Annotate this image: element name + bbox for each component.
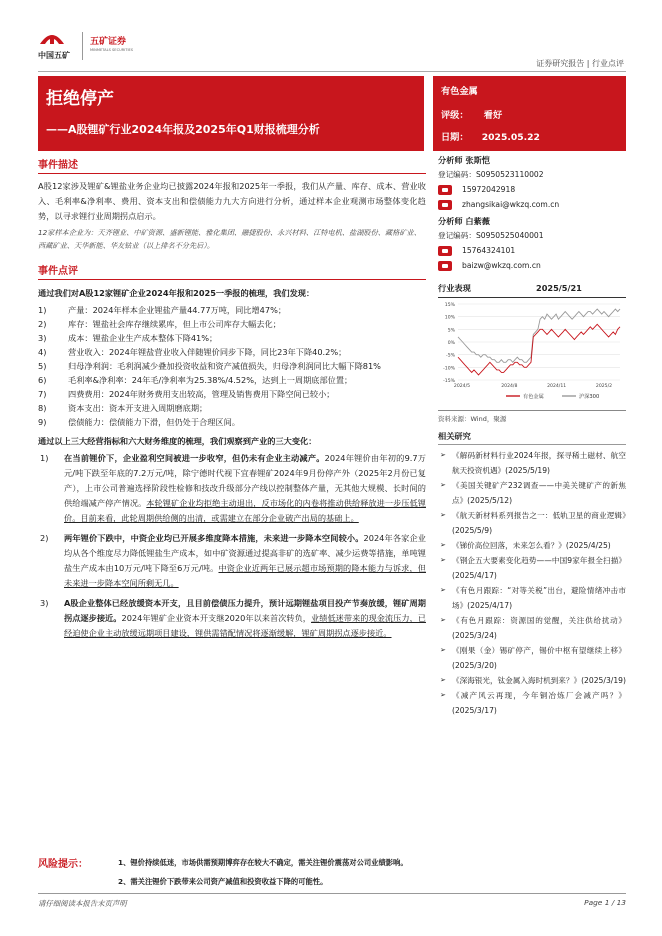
related-research-heading: 相关研究 — [438, 431, 626, 445]
rating-label: 评级： — [441, 110, 469, 121]
sample-companies-note: 12家样本企业为：天齐锂业、中矿资源、盛新锂能、雅化集团、融捷股份、永兴材料、江特电机、盐湖股份、藏格矿业、西藏矿业、天华新能、华友钴业（以上排名不分先后）。 — [38, 228, 421, 250]
phone-icon — [438, 185, 452, 195]
finding-item: 1) 产量：2024年样本企业锂盐产量44.77万吨，同比增47%； — [38, 305, 287, 315]
related-research-item[interactable]: ➢ 《刚果（金）锡矿停产，锡价中枢有望继续上移》(2025/3/20) — [438, 643, 626, 673]
company-logo — [38, 28, 150, 64]
disclaimer-note: 请仔细阅读本报告末页声明 — [38, 899, 127, 908]
analyst-name: 分析师 白紫薇 — [438, 216, 490, 226]
arrow-icon: ➢ — [440, 691, 446, 699]
page-header — [0, 0, 662, 74]
change-item: 1) 在当前锂价下，企业盈利空间被进一步收窄，但仍未有企业主动减产。2024年锂价由年初的9.7万元/吨下跌至年底的7.2万元/吨，除宁德时代视下宜春锂矿2024年9月份停产外（2025年2月份已复产），上市公司普遍选择阶段性检修和技改升级部分产线以控制整体产量，无其他大规模、长时间的供给端减产停产情况。本轮锂矿企业均拒绝主动退出，反市场化的内卷将推动供给释放进一步压低锂价。目前来看，此轮周期供给侧的出清，或需建立在部分企业破产出局的基础上。 — [40, 453, 426, 523]
risk-item: 1、锂价持续低迷，市场供需预期博弈存在较大不确定，需关注锂价震荡对公司业绩影响。 — [118, 858, 408, 867]
arrow-icon: ➢ — [440, 511, 446, 519]
report-title: 拒绝停产 — [46, 89, 114, 109]
event-description: A股12家涉及锂矿&锂盐业务企业均已披露2024年报和2025年一季报，我们从产量、库存、成本、营业收入、毛利率&净利率、费用、资本支出和偿债能力九大方向进行分析，通过样本企业观测市场整体变化趋势，以寻求锂行业周期拐点启示。 — [38, 181, 426, 221]
review-section-heading: 事件点评 — [38, 262, 426, 280]
chart-x-tick-label: 2025/2 — [595, 384, 613, 389]
related-research-item[interactable]: ➢ 《钢企五大要素变化趋势——中国9家年报全扫描》(2025/4/17) — [438, 553, 626, 583]
risk-heading: 风险提示： — [38, 859, 88, 870]
main-content — [38, 156, 426, 641]
phone-icon — [438, 246, 452, 256]
analyst-email-row[interactable]: baizw@wkzq.com.cn — [438, 258, 626, 273]
related-research-item[interactable]: ➢ 《减产风云再现，今年铜冶炼厂会减产吗？》(2025/3/17) — [438, 688, 626, 718]
chart-y-tick-label: 5% — [447, 328, 455, 334]
analyst-card — [438, 215, 626, 273]
finding-item: 2) 库存：锂盐社会库存继续累库，但上市公司库存大幅去化； — [38, 319, 281, 329]
arrow-icon: ➢ — [440, 676, 446, 684]
logo-group-name: 中国五矿 — [38, 51, 70, 60]
arrow-icon: ➢ — [440, 646, 446, 654]
analyst-phone-row: 15764324101 — [438, 243, 626, 258]
date-line — [441, 129, 540, 143]
analyst-phone-row: 15972042918 — [438, 182, 626, 197]
finding-list — [38, 304, 426, 429]
analyst-name: 分析师 张斯恺 — [438, 155, 490, 165]
footer-divider — [38, 893, 626, 894]
header-divider — [38, 71, 626, 72]
chart-legend-label: 有色金属 — [523, 394, 544, 400]
email-icon — [438, 261, 452, 271]
finding-item: 4) 营业收入：2024年锂盐营业收入伴随锂价同步下降，同比23年下降40.2%； — [38, 347, 347, 357]
arrow-icon: ➢ — [440, 586, 446, 594]
review-lead: 通过我们对A股12家锂矿企业2024年报和2025一季报的梳理，我们发现： — [38, 288, 315, 298]
analyst-cert: 登记编码：S0950523110002 — [438, 170, 544, 179]
arrow-icon: ➢ — [440, 541, 446, 549]
minmetals-logo-icon — [38, 28, 66, 46]
data-source-note: 资料来源：Wind，聚源 — [438, 410, 626, 423]
related-research-item[interactable]: ➢ 《解码新材料行业2024年报，探寻稀土磁材、航空航天投资机遇》(2025/5/19) — [438, 448, 626, 478]
arrow-icon: ➢ — [440, 451, 446, 459]
related-research-item[interactable]: ➢ 《有色月跟踪：资源国的觉醒，关注供给扰动》(2025/3/24) — [438, 613, 626, 643]
chart-y-tick-label: 0% — [447, 341, 455, 346]
chart-y-tick-label: -5% — [446, 353, 455, 359]
changes-lead: 通过以上三大经营指标和六大财务维度的梳理，我们观察到产业的三大变化： — [38, 436, 317, 446]
chart-series-line — [458, 309, 620, 362]
performance-heading — [438, 283, 626, 298]
performance-block — [438, 283, 626, 423]
finding-item: 8) 资本支出：资本开支进入周期磨底期； — [38, 403, 208, 413]
logo-english-name: MINMETALS SECURITIES — [90, 48, 134, 52]
report-type: 证券研究报告 | 行业点评 — [536, 59, 624, 68]
chart-x-tick-label: 2024/11 — [547, 384, 567, 389]
logo-divider — [82, 32, 83, 60]
date-label: 日期： — [441, 132, 469, 143]
chart-y-tick-label: -10% — [443, 366, 455, 372]
date-value: 2025.05.22 — [481, 132, 540, 143]
report-subtitle: ——A股锂矿行业2024年报及2025年Q1财报梳理分析 — [46, 123, 320, 136]
rating-value: 看好 — [483, 110, 503, 121]
performance-date: 2025/5/21 — [536, 283, 582, 293]
rating-line — [441, 107, 502, 121]
arrow-icon: ➢ — [440, 616, 446, 624]
change-item: 3) A股企业整体已经放缓资本开支，且目前偿债压力提升，预计远期锂盐项目投产节奏放缓，锂矿周期拐点逐步接近。2024年锂矿企业资本开支继2020年以来首次转负，业绩低迷带来的现金流压力，已经迫使企业主动放缓远期项目建设，锂供需错配情况将逐渐缓解，锂矿周期拐点逐步接近。 — [40, 598, 426, 638]
finding-item: 3) 成本：锂盐企业生产成本整体下降41%； — [38, 333, 218, 343]
related-research-item[interactable]: ➢ 《航天新材料系列报告之一：低轨卫星的商业逻辑》(2025/5/9) — [438, 508, 626, 538]
title-banner — [38, 76, 424, 151]
finding-item: 9) 偿债能力：偿债能力下滑，但仍处于合理区间。 — [38, 417, 240, 427]
sidebar — [438, 154, 626, 718]
analyst-cert: 登记编码：S0950525040001 — [438, 231, 544, 240]
change-item: 2) 两年锂价下跌中，中资企业均已开展多维度降本措施，未来进一步降本空间较小。2024年各家企业均从各个维度尽力降低锂盐生产成本，如中矿资源通过提高非矿的选矿率、减少运费等措施，单吨锂盐生产成本由10万元/吨下降至6万元/吨。中资企业近两年已展示超市场预期的降本能力与诉求，但未来进一步降本空间所剩无几。 — [40, 533, 426, 588]
related-research-item[interactable]: ➢ 《深海银光，钛金属入海时机到来？》(2025/3/19) — [438, 673, 626, 688]
performance-chart-svg — [438, 298, 626, 406]
chart-legend-label: 沪深300 — [579, 394, 600, 400]
page-number: Page 1 / 13 — [584, 898, 626, 907]
chart-y-tick-label: -15% — [443, 379, 455, 384]
related-research-item[interactable]: ➢ 《有色月跟踪：“对等关税”出台，避险情绪冲击市场》(2025/4/17) — [438, 583, 626, 613]
performance-chart — [438, 298, 626, 406]
analyst-card — [438, 154, 626, 212]
sector-name: 有色金属 — [441, 86, 478, 97]
chart-x-tick-label: 2024/8 — [501, 384, 518, 389]
finding-item: 6) 毛利率&净利率：24年毛/净利率为25.38%/4.52%，达到上一周期底部位置； — [38, 375, 353, 385]
related-research-list — [438, 448, 626, 718]
related-research-item[interactable]: ➢ 《美国关键矿产232调查——中美关键矿产的新焦点》(2025/5/12) — [438, 478, 626, 508]
chart-x-tick-label: 2024/5 — [453, 384, 471, 389]
arrow-icon: ➢ — [440, 481, 446, 489]
related-research-item[interactable]: ➢ 《锑价高位回落，未来怎么看？》(2025/4/25) — [438, 538, 626, 553]
info-panel — [433, 76, 626, 151]
arrow-icon: ➢ — [440, 556, 446, 564]
chart-y-tick-label: 15% — [444, 303, 455, 308]
logo-securities-name: 五矿证券 — [90, 37, 127, 47]
performance-title: 行业表现 — [438, 283, 471, 293]
finding-item: 5) 归母净利润：毛利润减少叠加投资收益和资产减值损失，归母净利润同比大幅下降81% — [38, 361, 381, 371]
email-icon — [438, 200, 452, 210]
risk-item: 2、需关注锂价下跌带来公司资产减值和投资收益下降的可能性。 — [118, 877, 328, 886]
change-list — [38, 451, 426, 641]
event-section-heading: 事件描述 — [38, 156, 426, 174]
finding-item: 7) 四费费用：2024年财务费用支出较高，管理及销售费用下降空间已较小； — [38, 389, 335, 399]
analyst-email-row[interactable]: zhangsikai@wkzq.com.cn — [438, 197, 626, 212]
chart-y-tick-label: 10% — [444, 315, 455, 321]
